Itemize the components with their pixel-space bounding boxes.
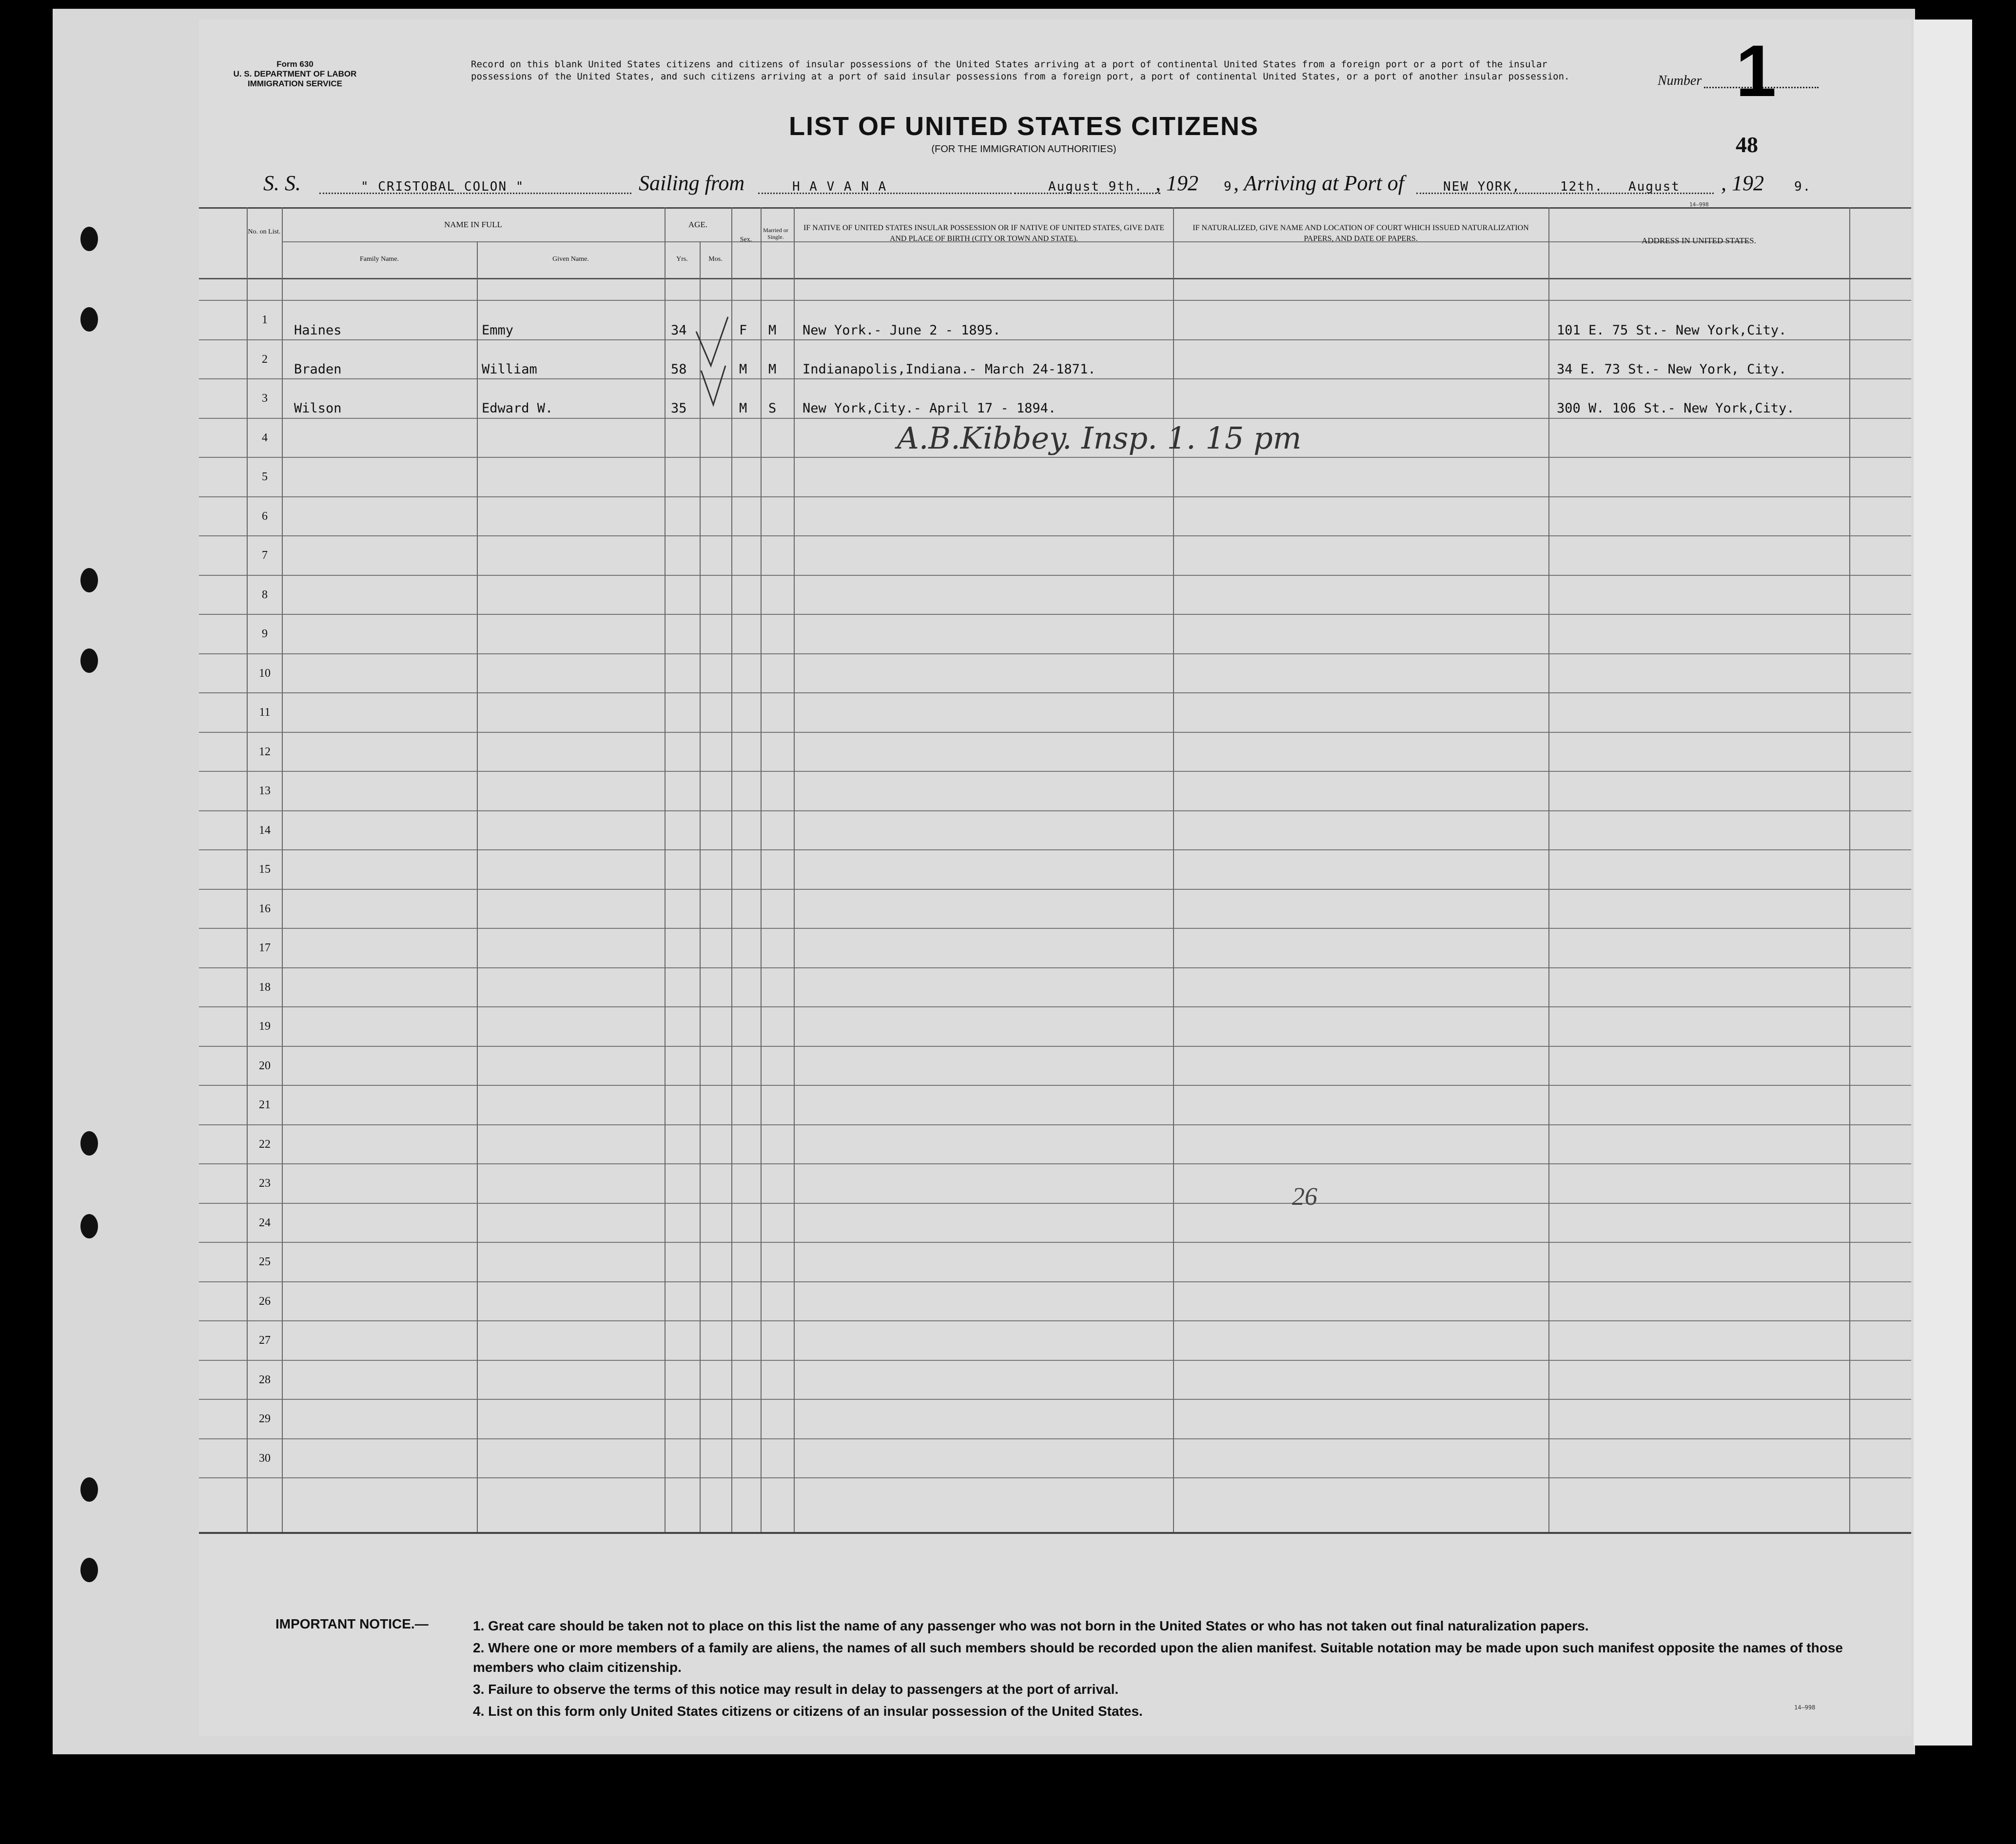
row-rule [199,967,1911,968]
binder-hole [80,227,98,251]
row-number: 25 [259,1255,271,1268]
age-years-cell: 34 [671,323,687,338]
row-rule [199,339,1911,340]
inspector-signature: A.B.Kibbey. Insp. 1. 15 pm [897,420,1302,456]
row-rule [199,1320,1911,1321]
address-cell: 300 W. 106 St.- New York,City. [1557,401,1795,416]
notice-item: 3. Failure to observe the terms of this notice may result in delay to passengers at the port of arrival. [473,1682,1119,1697]
arrival-port: NEW YORK, [1443,179,1521,194]
age-years-cell: 58 [671,362,687,377]
row-rule [199,1006,1911,1007]
row-rule [199,889,1911,890]
row-rule [199,849,1911,850]
sex-cell: M [739,362,747,377]
given-name-cell: Edward W. [482,401,553,416]
notice-item: 2. Where one or more members of a family are aliens, the names of all such members should be recorded upon the alien manifest. Suitable notation may be made upon such manifest opposite the names of those members who claim citizenship. [473,1640,1843,1675]
row-number: 22 [259,1138,271,1151]
row-rule [199,692,1911,693]
row-rule [199,418,1911,419]
address-cell: 101 E. 75 St.- New York,City. [1557,323,1787,338]
binder-hole [80,648,98,673]
year-digit-2: 9. [1794,179,1812,194]
row-number: 18 [259,981,271,994]
row-number: 20 [259,1059,271,1072]
row-number: 24 [259,1216,271,1229]
arriving-label: , Arriving at Port of [1233,171,1404,195]
form-number: Form 630 [276,59,313,69]
stamp-number: 26 [1292,1183,1317,1211]
age-years-cell: 35 [671,401,687,416]
row-rule [199,1477,1911,1478]
row-number: 13 [259,785,271,797]
row-rule [199,653,1911,654]
row-rule [199,1203,1911,1204]
row-number: 16 [259,902,271,915]
binder-hole [80,1477,98,1502]
table-top-rule [199,207,1911,209]
sailing-label: Sailing from [639,171,745,195]
row-rule [199,614,1911,615]
notice-label: IMPORTANT NOTICE.— [275,1616,429,1631]
department-name: U. S. DEPARTMENT OF LABOR [233,69,357,78]
binder-hole [80,1214,98,1238]
binder-hole [80,1131,98,1156]
row-number: 8 [262,588,268,601]
row-rule [199,1046,1911,1047]
given-name-cell: William [482,362,537,377]
header-sex: Sex. [740,236,752,243]
service-name: IMMIGRATION SERVICE [248,79,342,88]
row-number: 12 [259,745,271,758]
record-instructions: Record on this blank United States citizens and citizens of insular possessions of the United States arriving at a port of continental United States from a foreign port or a port of the insular possessions of the United States, and such citizens arriving at a port of said insular possessions from a foreign port, a port of continental United States, or a port of another insular possession. [471,59,1570,82]
ship-name: " CRISTOBAL COLON " [361,179,525,194]
sailing-date: August 9th. [1048,179,1143,194]
row-number: 26 [259,1295,271,1308]
header-mos: Mos. [708,255,723,263]
marital-status-cell: M [768,323,777,338]
col-divider [282,207,283,1533]
col-divider [1548,207,1549,1533]
page-title: LIST OF UNITED STATES CITIZENS [789,112,1259,141]
marital-status-cell: S [768,401,777,416]
row-number: 27 [259,1334,271,1347]
row-number: 28 [259,1373,271,1386]
row-rule [199,1399,1911,1400]
row-number: 10 [259,667,271,680]
row-rule [199,535,1911,536]
given-name-cell: Emmy [482,323,514,338]
row-rule [199,732,1911,733]
sex-cell: M [739,401,747,416]
row-number: 23 [259,1177,271,1190]
row-rule [199,378,1911,379]
arrival-day: 12th. [1560,179,1604,194]
row-rule [199,1163,1911,1164]
row-number: 1 [262,314,268,326]
printer-mark-top: 14—998 [1689,201,1709,208]
header-married-or-single: Married or Single. [763,227,788,240]
row-rule [199,575,1911,576]
inspector-checkmarks [686,312,764,439]
page-subtitle: (FOR THE IMMIGRATION AUTHORITIES) [931,144,1116,155]
row-rule [199,300,1911,301]
row-number: 11 [259,706,271,719]
row-number: 15 [259,863,271,876]
row-rule [199,457,1911,458]
header-naturalized: IF NATURALIZED, GIVE NAME AND LOCATION OF COURT WHICH ISSUED NATURALIZATION PAPERS, AND DATE OF PAPERS. [1193,224,1529,243]
notice-item: 1. Great care should be taken not to place on this list the name of any passenger who was not born in the United States or who has not taken out final naturalization papers. [473,1618,1589,1633]
number-label: Number [1658,73,1702,88]
row-rule [199,1360,1911,1361]
header-given-name: Given Name. [552,255,589,263]
col-divider [477,241,478,1533]
address-cell: 34 E. 73 St.- New York, City. [1557,362,1787,377]
birth-cell: New York.- June 2 - 1895. [802,323,1001,338]
page-number: 48 [1736,132,1758,157]
marital-status-cell: M [768,362,777,377]
family-name-cell: Wilson [294,401,342,416]
row-number: 14 [259,824,271,837]
row-number: 7 [262,549,268,562]
birth-cell: New York,City.- April 17 - 1894. [802,401,1057,416]
row-number: 19 [259,1020,271,1033]
row-number: 9 [262,628,268,640]
row-number: 21 [259,1099,271,1111]
family-name-cell: Haines [294,323,342,338]
row-number: 3 [262,392,268,405]
row-number: 6 [262,510,268,523]
list-number: 1 [1736,30,1777,112]
row-number: 30 [259,1452,271,1465]
row-rule [199,1242,1911,1243]
row-number: 4 [262,431,268,444]
header-family-name: Family Name. [359,255,399,263]
row-number: 5 [262,471,268,483]
col-divider [794,207,795,1533]
row-rule [199,810,1911,811]
arrival-month: August [1628,179,1680,194]
form-info [210,59,380,89]
citizens-table [199,207,1911,1533]
row-number: 17 [259,942,271,954]
year-digit-1: 9 [1224,179,1233,194]
page-edge-strip [1914,20,1972,1746]
row-rule [199,1281,1911,1282]
header-name-in-full: NAME IN FULL [444,220,502,229]
header-age: AGE. [688,220,708,229]
ss-label: S. S. [263,171,301,195]
col-divider [1849,207,1850,1533]
year-prefix-2: , 192 [1721,171,1764,195]
binder-hole [80,307,98,332]
row-rule [199,1085,1911,1086]
row-number: 29 [259,1412,271,1425]
header-bottom-rule [199,278,1911,279]
sailing-from: H A V A N A [792,179,887,194]
header-no-on-list: No. on List. [248,228,281,235]
row-number: 2 [262,353,268,366]
table-bottom-rule [199,1532,1911,1534]
row-rule [199,928,1911,929]
row-rule [199,1124,1911,1125]
printer-mark-bottom: 14—998 [1794,1704,1816,1711]
row-rule [199,771,1911,772]
header-birth: IF NATIVE OF UNITED STATES INSULAR POSSESSION OR IF NATIVE OF UNITED STATES, GIVE DATE AND PLACE OF BIRTH (CITY OR TOWN AND STATE). [803,224,1165,243]
header-address: ADDRESS IN UNITED STATES. [1642,236,1756,245]
col-divider [1173,207,1174,1533]
row-rule [199,496,1911,497]
family-name-cell: Braden [294,362,342,377]
notice-item: 4. List on this form only United States citizens or citizens of an insular possession of the United States. [473,1704,1143,1719]
header-yrs: Yrs. [676,255,688,263]
row-rule [199,1438,1911,1439]
sex-cell: F [739,323,747,338]
birth-cell: Indianapolis,Indiana.- March 24-1871. [802,362,1096,377]
year-prefix-1: , 192 [1155,171,1198,195]
binder-hole [80,568,98,592]
binder-hole [80,1558,98,1582]
